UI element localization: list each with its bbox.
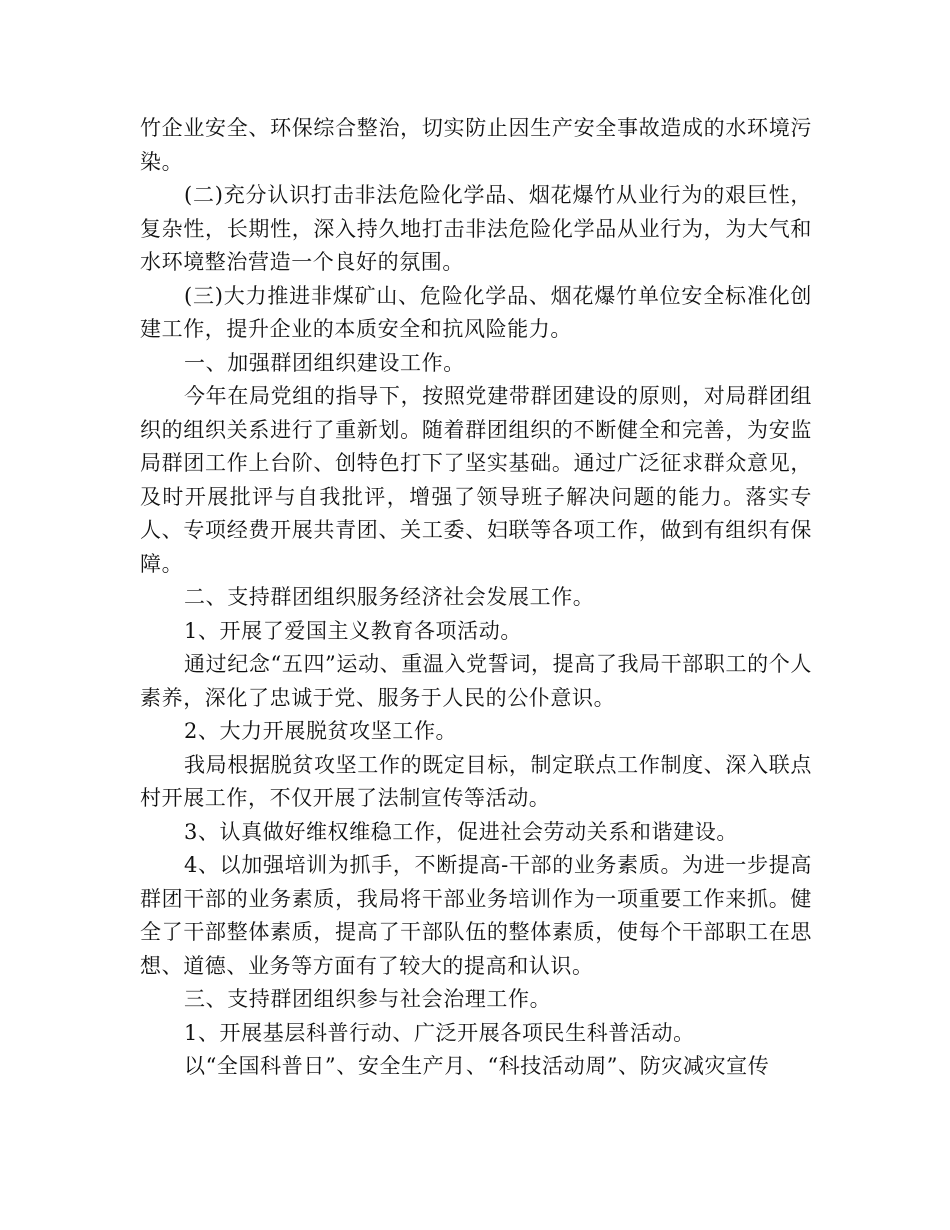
subsection-heading: 3、认真做好维权维稳工作，促进社会劳动关系和谐建设。: [184, 819, 738, 844]
document-body: [140, 112, 812, 1084]
paragraph: 竹企业安全、环保综合整治，切实防止因生产安全事故造成的水环境污染。: [140, 116, 812, 174]
paragraph: 今年在局党组的指导下，按照党建带群团建设的原则，对局群团组织的组织关系进行了重新划。随着群团组织的不断健全和完善，为安监局群团工作上台阶、创特色打下了坚实基础。通过广泛征求群众意见，及时开展批评与自我批评，增强了领导班子解决问题的能力。落实专人、专项经费开展共青团、关工委、妇联等各项工作，做到有组织有保障。: [140, 384, 812, 576]
subsection-heading: 2、大力开展脱贫攻坚工作。: [184, 719, 458, 743]
section-heading: 二、支持群团组织服务经济社会发展工作。: [184, 585, 595, 609]
section-heading: 一、加强群团组织建设工作。: [184, 350, 465, 375]
paragraph: (三)大力推进非煤矿山、危险化学品、烟花爆竹单位安全标准化创建工作，提升企业的本质安全和抗风险能力。: [140, 283, 812, 341]
paragraph: 以“全国科普日”、安全生产月、“科技活动周”、防灾减灾宣传: [184, 1054, 770, 1078]
paragraph: 我局根据脱贫攻坚工作的既定目标，制定联点工作制度、深入联点村开展工作，不仅开展了法制宣传等活动。: [140, 752, 812, 810]
paragraph: (二)充分认识打击非法危险化学品、烟花爆竹从业行为的艰巨性，复杂性，长期性，深入持久地打击非法危险化学品从业行为，为大气和水环境整治营造一个良好的氛围。: [140, 183, 812, 274]
section-heading: 三、支持群团组织参与社会治理工作。: [184, 987, 552, 1011]
subsection-heading: 1、开展了爱国主义教育各项活动。: [184, 618, 522, 643]
paragraph: 通过纪念“五四”运动、重温入党誓词，提高了我局干部职工的个人素养，深化了忠诚于党、服务于人民的公仆意识。: [140, 652, 812, 710]
subsection-heading: 1、开展基层科普行动、广泛开展各项民生科普活动。: [184, 1020, 695, 1045]
paragraph: 4、以加强培训为抓手，不断提高-干部的业务素质。为进一步提高群团干部的业务素质，我局将干部业务培训作为一项重要工作来抓。健全了干部整体素质，提高了干部队伍的整体素质，使每个干部职工在思想、道德、业务等方面有了较大的提高和认识。: [140, 853, 812, 978]
